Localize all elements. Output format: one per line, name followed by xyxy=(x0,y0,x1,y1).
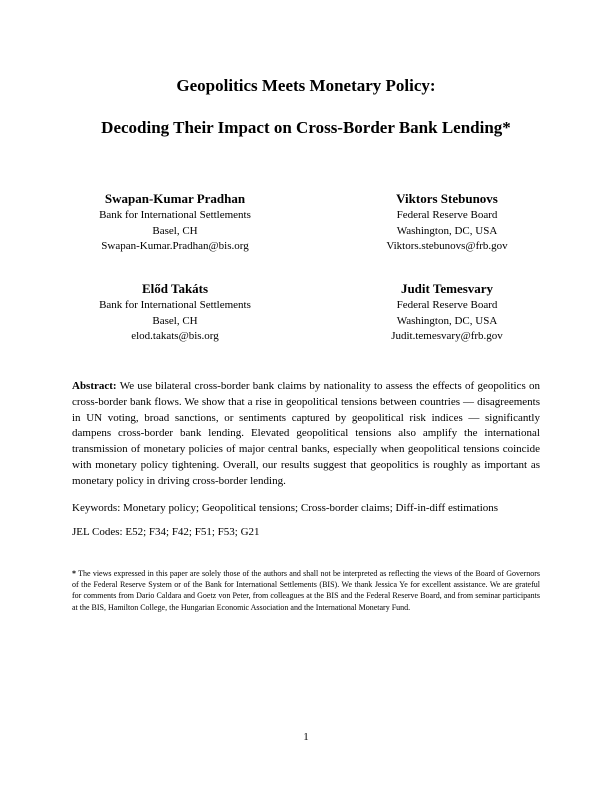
paper-title-line-2: Decoding Their Impact on Cross-Border Bank Lending* xyxy=(101,118,511,137)
author-name: Viktors Stebunovs xyxy=(396,191,498,206)
author-block xyxy=(50,190,300,255)
author-affiliation: Federal Reserve Board xyxy=(396,209,498,221)
author-location: Basel, CH xyxy=(152,314,198,327)
footnote xyxy=(72,568,540,613)
paper-title-line-1: Geopolitics Meets Monetary Policy: xyxy=(176,76,436,95)
page-number: 1 xyxy=(303,731,309,743)
abstract-text: We use bilateral cross-border bank claims by nationality to assess the effects of geopolitics on cross-border bank flows. We show that a rise in geopolitical tensions between countries — disagreements in UN voting, broad sanctions, or sentiments captured by geopolitical risk indices — significantly dampens cross-border bank lending. Elevated geopolitical tensions also amplify the international transmission of monetary policies of major central banks, especially when geopolitical tensions coincide with monetary policy tightening. Overall, our results suggest that geopolitics is roughly as important as monetary policy in driving cross-border lending. xyxy=(72,380,540,487)
author-name: Judit Temesvary xyxy=(400,281,494,296)
author-email[interactable]: elod.takats@bis.org xyxy=(131,330,219,342)
author-email[interactable]: Judit.temesvary@frb.gov xyxy=(391,330,503,342)
author-location: Basel, CH xyxy=(152,224,198,237)
author-email[interactable]: Swapan-Kumar.Pradhan@bis.org xyxy=(101,240,249,252)
author-affiliation: Federal Reserve Board xyxy=(396,299,498,311)
abstract xyxy=(72,379,540,490)
jel-codes: JEL Codes: E52; F34; F42; F51; F53; G21 xyxy=(72,526,260,538)
author-affiliation: Bank for International Settlements xyxy=(99,209,251,221)
abstract-label: Abstract: xyxy=(72,380,117,392)
footnote-text: The views expressed in this paper are solely those of the authors and shall not be interpreted as reflecting the views of the Board of Governors of the Federal Reserve System or of the Bank for International Settlements (BIS). We thank Jessica Ye for excellent assistance. We are grateful for comments from Dario Caldara and Goetz von Peter, from colleagues at the BIS and the Federal Reserve Board, and from seminar participants at the BIS, Hamilton College, the Hungarian Economic Association and the International Monetary Fund. xyxy=(72,569,540,612)
author-location: Washington, DC, USA xyxy=(396,314,498,327)
author-block xyxy=(50,280,300,345)
keywords: Keywords: Monetary policy; Geopolitical tensions; Cross-border claims; Diff-in-diff estimations xyxy=(72,502,499,514)
author-affiliation: Bank for International Settlements xyxy=(99,299,251,311)
author-block xyxy=(322,280,572,345)
footnote-mark: * xyxy=(72,569,76,578)
author-email[interactable]: Viktors.stebunovs@frb.gov xyxy=(386,240,508,252)
author-block xyxy=(322,190,572,255)
author-location: Washington, DC, USA xyxy=(396,224,498,237)
author-name: Swapan-Kumar Pradhan xyxy=(104,191,246,206)
author-name: Előd Takáts xyxy=(141,281,209,296)
